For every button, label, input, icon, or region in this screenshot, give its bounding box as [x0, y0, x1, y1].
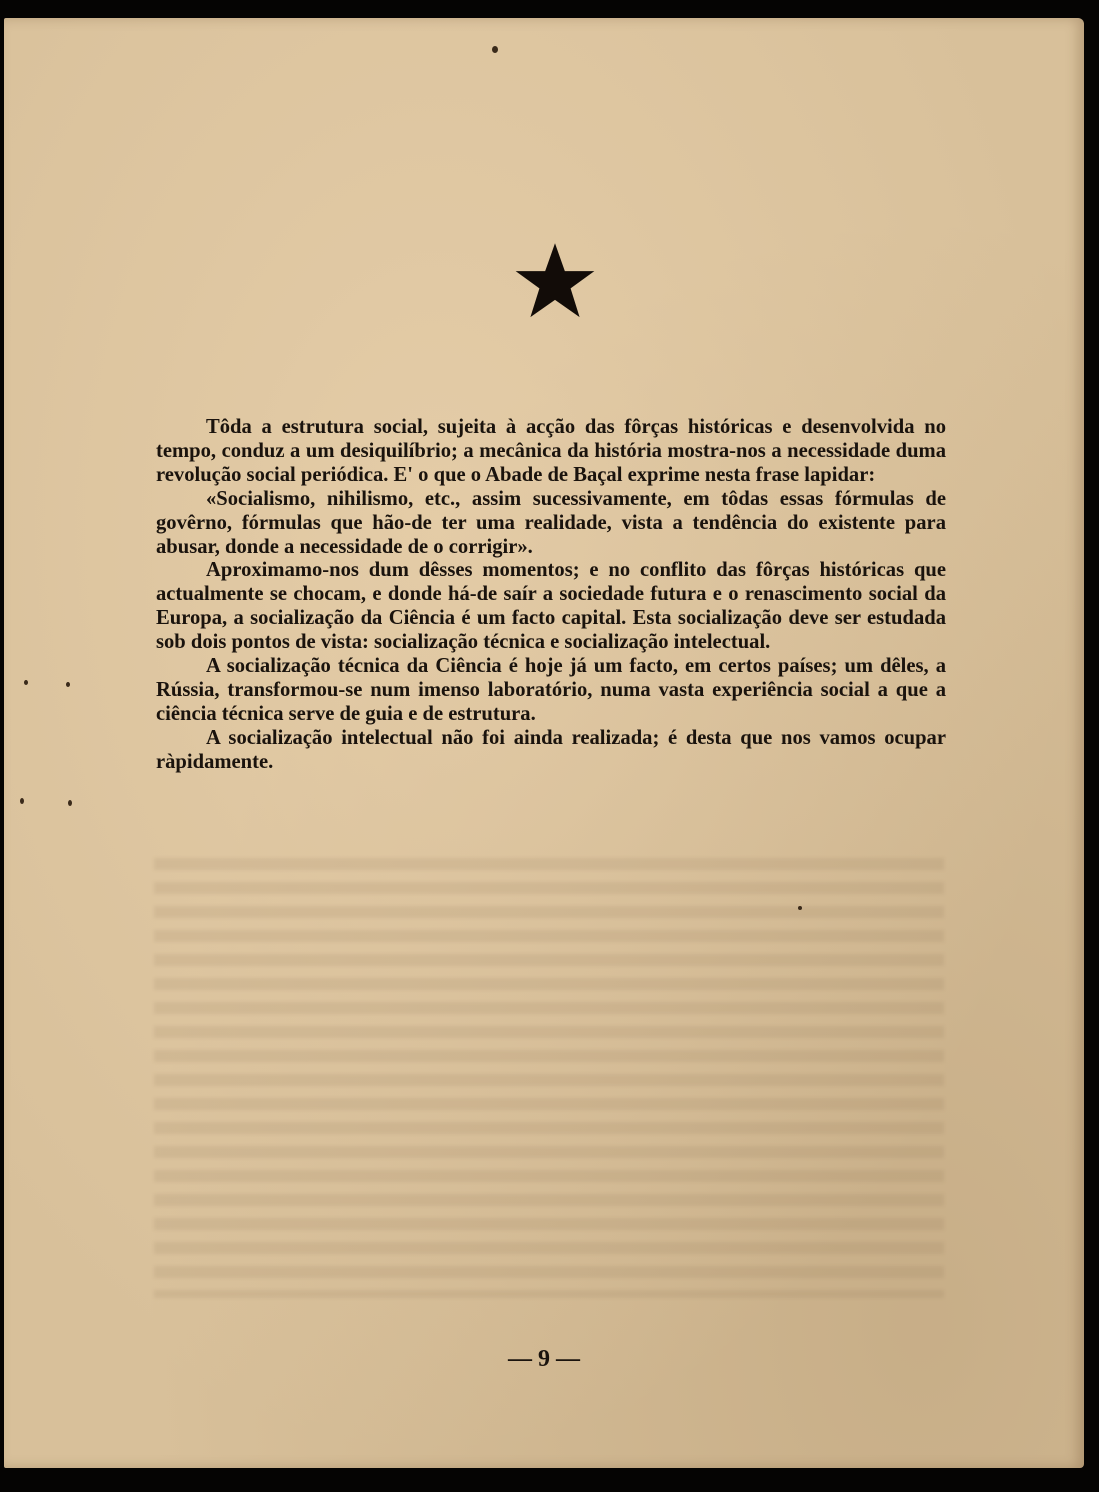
paragraph-2-quote: «Socialismo, nihilismo, etc., assim sucessivamente, em tôdas essas fórmulas de govêrno, fórmulas que hão-de ter uma realidade, vista a tendência do existente para abusar, donde a necessidade de o corrigir».: [156, 487, 946, 558]
page-number: — 9 —: [508, 1346, 580, 1372]
star-icon: [514, 240, 596, 322]
paragraph-5: A socialização intelectual não foi ainda realizada; é desta que nos vamos ocupar ràpidamente.: [156, 726, 946, 773]
bleed-through-text: [154, 858, 944, 1298]
ink-speck: [20, 798, 24, 804]
body-text: [156, 416, 946, 775]
ink-speck: [492, 46, 498, 53]
paragraph-3: Aproximamo-nos dum dêsses momentos; e no conflito das fôrças históricas que actualmente se chocam, e donde há-de saír a sociedade futura e o renascimento social da Europa, a socialização da Ciência é um facto capital. Esta socialização deve ser estudada sob dois pontos de vista: socialização técnica e socialização intelectual.: [156, 559, 946, 654]
paragraph-1: Tôda a estrutura social, sujeita à acção das fôrças históricas e desenvolvida no tempo, conduz a um desiquilíbrio; a mecânica da história mostra-nos a necessidade duma revolução social periódica. E' o que o Abade de Baçal exprime nesta frase lapidar:: [156, 416, 946, 486]
ink-speck: [68, 800, 72, 806]
ink-speck: [24, 680, 28, 685]
ink-speck: [66, 682, 70, 687]
paragraph-4: A socialização técnica da Ciência é hoje já um facto, em certos países; um dêles, a Rússia, transformou-se num imenso laboratório, numa vasta experiência social a que a ciência técnica serve de guia e de estrutura.: [156, 655, 946, 725]
book-page: [4, 18, 1084, 1468]
ink-speck: [798, 906, 802, 910]
